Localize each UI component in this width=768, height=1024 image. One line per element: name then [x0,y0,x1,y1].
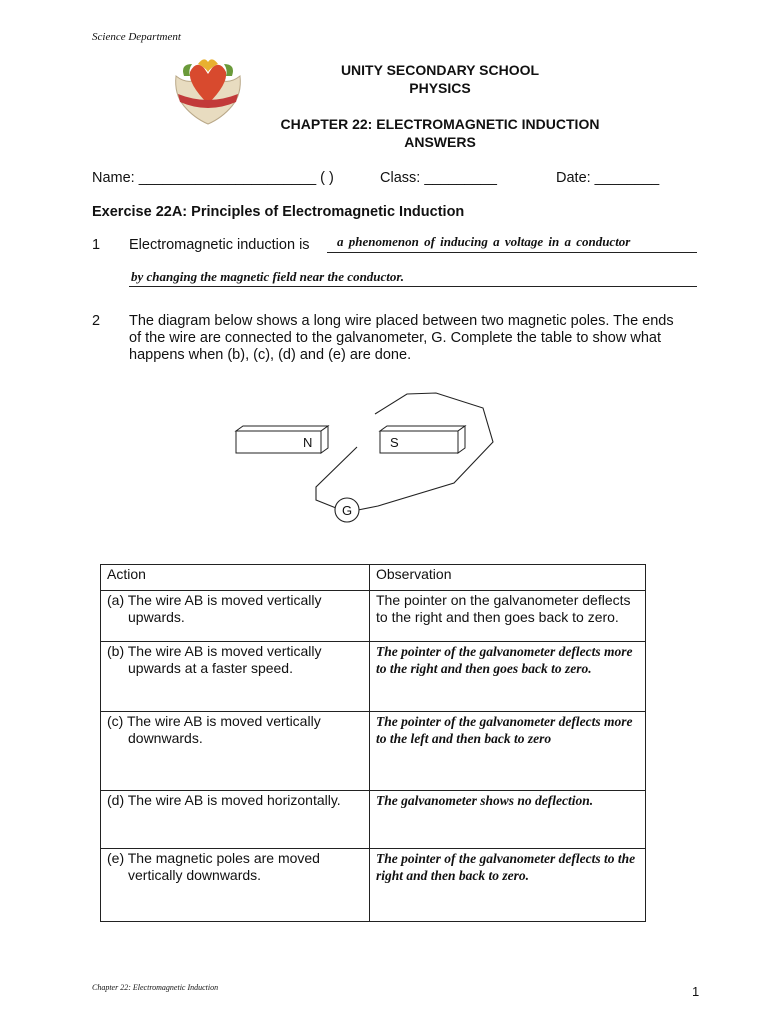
row-d-action: (d) The wire AB is moved horizontally. [107,792,341,808]
answers-title: ANSWERS [404,134,476,150]
q2-text: The diagram below shows a long wire placed between two magnetic poles. The ends of the wire are connected to the galvanometer, G. Complete the table to show what happens when (b), (c), (d) and (e) are done. [129,313,674,363]
observation-table [100,564,646,922]
row-c-observation: The pointer of the galvanometer deflects more to the left and then back to zero [376,714,633,746]
pole-n-label: N [303,435,313,450]
q1-prompt: Electromagnetic induction is [129,237,310,253]
magnet-n [236,426,328,453]
school-name: UNITY SECONDARY SCHOOL [340,62,540,78]
footer-chapter: Chapter 22: Electromagnetic Induction [92,983,219,992]
q1-answer-line-2 [129,268,697,287]
row-a-action: (a) The wire AB is moved vertically upwards. [107,592,322,625]
class-field: Class: _________ [380,170,497,186]
galvanometer-label: G [342,503,353,518]
exercise-title: Exercise 22A: Principles of Electromagnetic Induction [92,204,465,220]
table-row [101,642,646,712]
date-field: Date: ________ [556,170,660,186]
magnet-diagram [230,390,510,525]
q1-answer-text-2: by changing the magnetic field near the conductor. [131,269,405,284]
pole-s-label: S [390,435,399,450]
name-field: Name: ______________________ ( ) [92,170,334,186]
department-label: Science Department [92,31,181,43]
table-header-row [101,565,646,591]
header-action: Action [101,565,370,591]
q1-number: 1 [92,237,101,253]
row-e-action: (e) The magnetic poles are moved vertically downwards. [107,850,320,883]
row-e-observation: The pointer of the galvanometer deflects to the right and then back to zero. [376,851,636,883]
table-row [101,712,646,791]
q1-answer-text-1: a phenomenon of inducing a voltage in a conductor [337,234,631,249]
table-row [101,791,646,849]
q1-answer-line-1 [327,234,697,253]
header-observation: Observation [370,565,646,591]
q2-number: 2 [92,313,101,329]
row-b-observation: The pointer of the galvanometer deflects more to the right and then goes back to zero. [376,644,633,676]
chapter-title: CHAPTER 22: ELECTROMAGNETIC INDUCTION [280,116,600,132]
table-row [101,849,646,922]
page-number: 1 [692,984,700,999]
row-d-observation: The galvanometer shows no deflection. [376,793,594,808]
table-row [101,591,646,642]
row-a-observation: The pointer on the galvanometer deflects to the right and then goes back to zero. [376,592,631,625]
subject-title: PHYSICS [409,80,471,96]
row-b-action: (b) The wire AB is moved vertically upwards at a faster speed. [107,643,322,676]
row-c-action: (c) The wire AB is moved vertically downwards. [107,713,321,746]
